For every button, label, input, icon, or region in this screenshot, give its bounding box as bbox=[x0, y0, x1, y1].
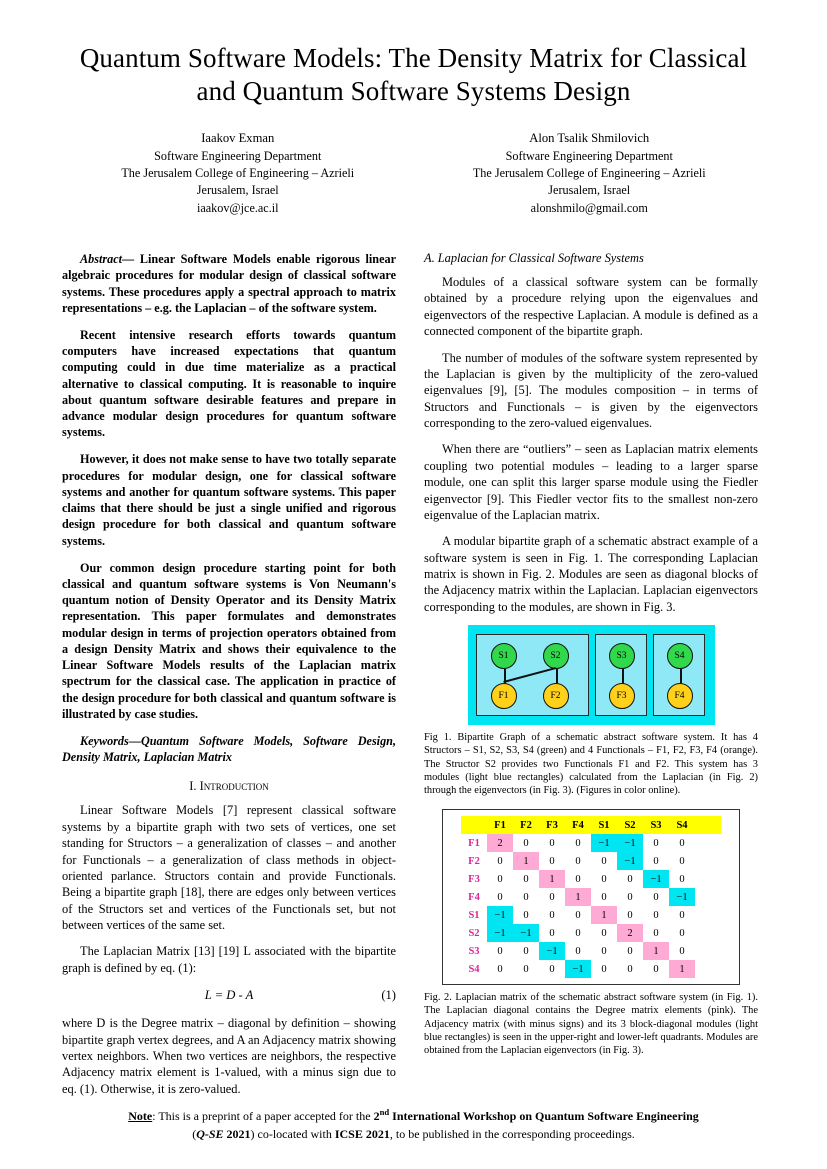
note-line1-b: 2 bbox=[373, 1109, 380, 1124]
preprint-note-line-2 bbox=[62, 1126, 765, 1143]
note-venue-acronym: Q-SE bbox=[196, 1126, 224, 1141]
matrix-cell-0-2: 0 bbox=[549, 837, 555, 849]
matrix-row-pad bbox=[695, 870, 721, 888]
subsection-heading-a: A. Laplacian for Classical Software Systems bbox=[424, 251, 644, 266]
preprint-note-line-1 bbox=[62, 1106, 765, 1125]
equation-1 bbox=[62, 988, 396, 1003]
note-line1-sup: nd bbox=[379, 1107, 390, 1118]
author-name: Alon Tsalik Shmilovich bbox=[529, 130, 650, 145]
author-name: Iaakov Exman bbox=[201, 130, 275, 145]
matrix-col-label-4: S1 bbox=[591, 816, 617, 834]
matrix-cell-3-1: 0 bbox=[523, 891, 529, 903]
edge-s4-f4 bbox=[680, 669, 682, 683]
note-line2-a: ( bbox=[192, 1126, 197, 1141]
edge-s2-f1 bbox=[503, 667, 556, 683]
right-column bbox=[424, 251, 758, 1107]
module-box-2 bbox=[595, 634, 647, 716]
matrix-col-label-3: F4 bbox=[565, 816, 591, 834]
matrix-col-label-6: S3 bbox=[643, 816, 669, 834]
matrix-cell-2-4: 0 bbox=[601, 873, 607, 885]
matrix-cell-5-6: 0 bbox=[653, 927, 659, 939]
figure-2-caption: Fig. 2. Laplacian matrix of the schematic abstract software system (in Fig. 1). The Laplacian diagonal contains the Degree matrix elements (pink). The Adjacency matrix (with minus signs) and its 3 block-diagonal modules (light blue rectangles) is seen in the upper-right and lower-left quadrants. Modules are obtained from the Laplacian eigenvectors (in Fig. 3). bbox=[424, 992, 758, 1057]
abstract-text: Linear Software Models enable rigorous linear algebraic procedures for modular design of classical software systems. These procedures apply a spectral approach to matrix representations – e.g. the Laplacian – of the software system. bbox=[62, 252, 396, 315]
matrix-cell-4-0: −1 bbox=[487, 906, 513, 924]
matrix-cell-1-4: 0 bbox=[601, 855, 607, 867]
matrix-row-pad bbox=[695, 906, 721, 924]
matrix-row-label-7: S4 bbox=[461, 960, 487, 978]
author-block bbox=[62, 130, 765, 217]
matrix-cell-6-1: 0 bbox=[523, 945, 529, 957]
preprint-note bbox=[62, 1106, 765, 1143]
matrix-cell-5-4: 0 bbox=[601, 927, 607, 939]
structor-node-s4: S4 bbox=[667, 643, 693, 669]
figure-1-caption: Fig 1. Bipartite Graph of a schematic abstract software system. It has 4 Structors – S1, S2, S3, S4 (green) and 4 Functionals – F1, F2, F3, F4 (orange). The Structor S2 provides two Functionals F1 and F2. This system has 3 modules (light blue rectangles) calculated from the Laplacian (in Fig. 2) through the eigenvectors (in Fig. 3). (Figures in color online). bbox=[424, 732, 758, 796]
matrix-cell-1-2: 0 bbox=[549, 855, 555, 867]
structor-node-s2: S2 bbox=[543, 643, 569, 669]
note-line1-c: International Workshop on Quantum Software Engineering bbox=[389, 1109, 699, 1124]
matrix-cell-6-7: 0 bbox=[679, 945, 685, 957]
matrix-row-label-1: F2 bbox=[461, 852, 487, 870]
matrix-row-pad bbox=[695, 852, 721, 870]
author-city: Jerusalem, Israel bbox=[548, 183, 631, 198]
matrix-cell-4-5: 0 bbox=[627, 909, 633, 921]
right-paragraph-3: When there are “outliers” – seen as Laplacian matrix elements coupling two potential modules – leading to a larger sparse module, one can split this larger sparse module using the Fiedler eigenvector [9]. This Fiedler vector fits to the smallest non-zero eigenvalue of the Laplacian matrix. bbox=[424, 442, 758, 522]
author-2 bbox=[414, 130, 766, 217]
matrix-cell-7-4: 0 bbox=[601, 963, 607, 975]
intro-paragraph-3: where D is the Degree matrix – diagonal by definition – showing bipartite graph vertex degrees, and A an Adjacency matrix showing vertex neighbors. When two vertices are neighbors, the respective Adjacency matrix element is 1-valued, with a minus sign due to eq. (1). Otherwise, it is zero-valued. bbox=[62, 1016, 396, 1096]
matrix-row-pad bbox=[695, 834, 721, 852]
page-title: Quantum Software Models: The Density Matrix for Classical and Quantum Software Systems Design bbox=[79, 43, 748, 106]
structor-node-s1: S1 bbox=[491, 643, 517, 669]
matrix-cell-7-1: 0 bbox=[523, 963, 529, 975]
matrix-header-pad bbox=[695, 816, 721, 834]
matrix-cell-5-2: 0 bbox=[549, 927, 555, 939]
matrix-col-label-5: S2 bbox=[617, 816, 643, 834]
matrix-cell-1-1: 1 bbox=[513, 852, 539, 870]
matrix-cell-4-6: 0 bbox=[653, 909, 659, 921]
matrix-row bbox=[461, 924, 721, 942]
keywords-text: Quantum Software Models, Software Design, Density Matrix, Laplacian Matrix bbox=[62, 733, 396, 765]
functional-node-f4: F4 bbox=[667, 683, 693, 709]
two-column-body bbox=[62, 251, 765, 1107]
matrix-cell-0-4: −1 bbox=[591, 834, 617, 852]
matrix-cell-2-7: 0 bbox=[679, 873, 685, 885]
equation-number: (1) bbox=[381, 988, 396, 1003]
matrix-cell-2-6: −1 bbox=[643, 870, 669, 888]
author-city: Jerusalem, Israel bbox=[196, 183, 279, 198]
matrix-row-label-5: S2 bbox=[461, 924, 487, 942]
abstract-lead: Abstract— bbox=[80, 252, 135, 267]
matrix-cell-7-7: 1 bbox=[669, 960, 695, 978]
matrix-cell-3-6: 0 bbox=[653, 891, 659, 903]
matrix-cell-1-5: −1 bbox=[617, 852, 643, 870]
matrix-cell-6-4: 0 bbox=[601, 945, 607, 957]
note-cohost: ICSE 2021 bbox=[334, 1126, 390, 1141]
matrix-cell-0-3: 0 bbox=[575, 837, 581, 849]
matrix-row-label-2: F3 bbox=[461, 870, 487, 888]
note-line2-d: ) co-located with bbox=[250, 1126, 335, 1141]
author-org: The Jerusalem College of Engineering – Azrieli bbox=[121, 166, 355, 181]
keywords-paragraph bbox=[62, 733, 396, 765]
matrix-cell-5-5: 2 bbox=[617, 924, 643, 942]
matrix-row-pad bbox=[695, 960, 721, 978]
matrix-cell-5-7: 0 bbox=[679, 927, 685, 939]
author-org: The Jerusalem College of Engineering – Azrieli bbox=[472, 166, 706, 181]
right-paragraph-1: Modules of a classical software system can be formally obtained by a procedure relying upon the eigenvalues and eigenvectors of the respective Laplacian. A module is defined as a connected component of the bipartite graph. bbox=[424, 275, 758, 339]
matrix-cell-7-6: 0 bbox=[653, 963, 659, 975]
note-label: Note bbox=[128, 1109, 153, 1124]
figure-1 bbox=[424, 625, 758, 797]
structor-node-s3: S3 bbox=[609, 643, 635, 669]
functional-node-f3: F3 bbox=[609, 683, 635, 709]
matrix-cell-7-2: 0 bbox=[549, 963, 555, 975]
matrix-cell-1-6: 0 bbox=[653, 855, 659, 867]
matrix-row bbox=[461, 870, 721, 888]
matrix-cell-2-3: 0 bbox=[575, 873, 581, 885]
matrix-cell-2-0: 0 bbox=[497, 873, 503, 885]
matrix-cell-4-1: 0 bbox=[523, 909, 529, 921]
laplacian-matrix-figure bbox=[442, 809, 740, 985]
matrix-col-label-7: S4 bbox=[669, 816, 695, 834]
matrix-cell-4-3: 0 bbox=[575, 909, 581, 921]
matrix-row-label-6: S3 bbox=[461, 942, 487, 960]
matrix-row bbox=[461, 960, 721, 978]
module-box-3 bbox=[653, 634, 705, 716]
matrix-row bbox=[461, 942, 721, 960]
note-line1-a: : This is a preprint of a paper accepted for the bbox=[152, 1109, 374, 1124]
matrix-header-row bbox=[461, 816, 721, 834]
matrix-cell-6-5: 0 bbox=[627, 945, 633, 957]
author-email: iaakov@jce.ac.il bbox=[196, 200, 279, 215]
matrix-row bbox=[461, 888, 721, 906]
matrix-cell-5-3: 0 bbox=[575, 927, 581, 939]
matrix-cell-3-7: −1 bbox=[669, 888, 695, 906]
matrix-row-pad bbox=[695, 888, 721, 906]
edge-s3-f3 bbox=[622, 669, 624, 683]
matrix-row-label-4: S1 bbox=[461, 906, 487, 924]
matrix-row-pad bbox=[695, 942, 721, 960]
edge-s2-f2 bbox=[556, 669, 558, 683]
matrix-cell-3-0: 0 bbox=[497, 891, 503, 903]
intro-paragraph-2: The Laplacian Matrix [13] [19] L associated with the bipartite graph is defined by eq. (1): bbox=[62, 944, 396, 975]
functional-node-f2: F2 bbox=[543, 683, 569, 709]
matrix-cell-2-2: 1 bbox=[539, 870, 565, 888]
matrix-row bbox=[461, 906, 721, 924]
matrix-cell-6-3: 0 bbox=[575, 945, 581, 957]
right-paragraph-2: The number of modules of the software system represented by the Laplacian is given by the multiplicity of the zero-valued eigenvalues [9], [5]. The modules composition – in terms of Structors and Functionals – is given by the eigenvectors corresponding to the zero-valued eigenvalues. bbox=[424, 350, 758, 431]
matrix-cell-0-1: 0 bbox=[523, 837, 529, 849]
matrix-cell-5-0: −1 bbox=[487, 924, 513, 942]
matrix-cell-1-0: 0 bbox=[497, 855, 503, 867]
matrix-cell-3-5: 0 bbox=[627, 891, 633, 903]
abstract-paragraph-3: However, it does not make sense to have two totally separate procedures for modular design, one for classical software systems and another for quantum software systems. This paper claims that there should be just a single unified and rigorous design procedure for both classical and quantum software systems. bbox=[62, 452, 396, 548]
matrix-cell-6-2: −1 bbox=[539, 942, 565, 960]
matrix-cell-0-5: −1 bbox=[617, 834, 643, 852]
matrix-cell-3-3: 1 bbox=[565, 888, 591, 906]
matrix-cell-1-7: 0 bbox=[679, 855, 685, 867]
matrix-cell-6-6: 1 bbox=[643, 942, 669, 960]
matrix-cell-7-5: 0 bbox=[627, 963, 633, 975]
author-email: alonshmilo@gmail.com bbox=[530, 200, 648, 215]
matrix-col-label-0: F1 bbox=[487, 816, 513, 834]
matrix-row-label-3: F4 bbox=[461, 888, 487, 906]
matrix-col-label-2: F3 bbox=[539, 816, 565, 834]
matrix-row bbox=[461, 834, 721, 852]
abstract-paragraph-2: Recent intensive research efforts towards quantum computers have increased expectations that quantum computing could in due time materialize as a practical alternative to classical computing. It is reasonable to inquire about quantum software desirable features and prepare in advance modular design procedures for quantum software systems. bbox=[62, 327, 396, 440]
left-column bbox=[62, 251, 396, 1107]
matrix-row-pad bbox=[695, 924, 721, 942]
abstract-paragraph-1 bbox=[62, 251, 396, 316]
matrix-corner-cell bbox=[461, 816, 487, 834]
matrix-cell-1-3: 0 bbox=[575, 855, 581, 867]
matrix-row-label-0: F1 bbox=[461, 834, 487, 852]
laplacian-matrix-table bbox=[461, 816, 721, 978]
matrix-cell-0-7: 0 bbox=[679, 837, 685, 849]
author-dept: Software Engineering Department bbox=[505, 148, 673, 163]
author-dept: Software Engineering Department bbox=[154, 148, 322, 163]
bipartite-graph bbox=[468, 625, 715, 725]
matrix-cell-4-4: 1 bbox=[591, 906, 617, 924]
matrix-col-label-1: F2 bbox=[513, 816, 539, 834]
matrix-cell-7-0: 0 bbox=[497, 963, 503, 975]
module-box-1 bbox=[476, 634, 589, 716]
keywords-lead: Keywords— bbox=[80, 733, 141, 748]
functional-node-f1: F1 bbox=[491, 683, 517, 709]
matrix-cell-3-2: 0 bbox=[549, 891, 555, 903]
note-line2-f: , to be published in the corresponding proceedings. bbox=[389, 1126, 635, 1141]
author-1 bbox=[62, 130, 414, 217]
matrix-cell-3-4: 0 bbox=[601, 891, 607, 903]
matrix-cell-5-1: −1 bbox=[513, 924, 539, 942]
matrix-cell-2-1: 0 bbox=[523, 873, 529, 885]
equation-body: L = D - A bbox=[204, 988, 254, 1003]
matrix-cell-4-7: 0 bbox=[679, 909, 685, 921]
matrix-cell-2-5: 0 bbox=[627, 873, 633, 885]
matrix-cell-0-6: 0 bbox=[653, 837, 659, 849]
intro-paragraph-1: Linear Software Models [7] represent classical software systems by a bipartite graph with two sets of vertices, one set standing for Structors – a generalization of classes – and another for Functionals – a generalization of class methods in object-oriented parlance. Structors contain and provide Functionals. Being a bipartite graph [18], there are edges only between vertices of the Structors set and vertices of the Functionals set, but not between vertices of the same set. bbox=[62, 803, 396, 933]
matrix-cell-0-0: 2 bbox=[487, 834, 513, 852]
matrix-cell-6-0: 0 bbox=[497, 945, 503, 957]
note-venue-year: 2021 bbox=[223, 1126, 251, 1141]
matrix-cell-4-2: 0 bbox=[549, 909, 555, 921]
section-heading-introduction: I. Introduction bbox=[189, 779, 269, 794]
matrix-cell-7-3: −1 bbox=[565, 960, 591, 978]
matrix-row bbox=[461, 852, 721, 870]
abstract-paragraph-4: Our common design procedure starting point for both classical and quantum software systems is Von Neumann's quantum notion of Density Operator and its Density Matrix representation. This paper formulates and demonstrates modular design in terms of projection operators obtained from a design Density Matrix and shows their equivalence to the Linear Software Models results of the Laplacian matrix spectrum for the classical case. The application in practice of the design procedure for both classical and quantum software is illustrated by case studies. bbox=[62, 560, 396, 721]
figure-2 bbox=[424, 809, 758, 1057]
right-paragraph-4: A modular bipartite graph of a schematic abstract example of a software system is seen in Fig. 1. The corresponding Laplacian matrix is shown in Fig. 2. Modules are seen as diagonal blocks of the Adjacency matrix within the Laplacian. Laplacian eigenvectors corresponding to the modules, are shown in Fig. 3. bbox=[424, 534, 758, 614]
